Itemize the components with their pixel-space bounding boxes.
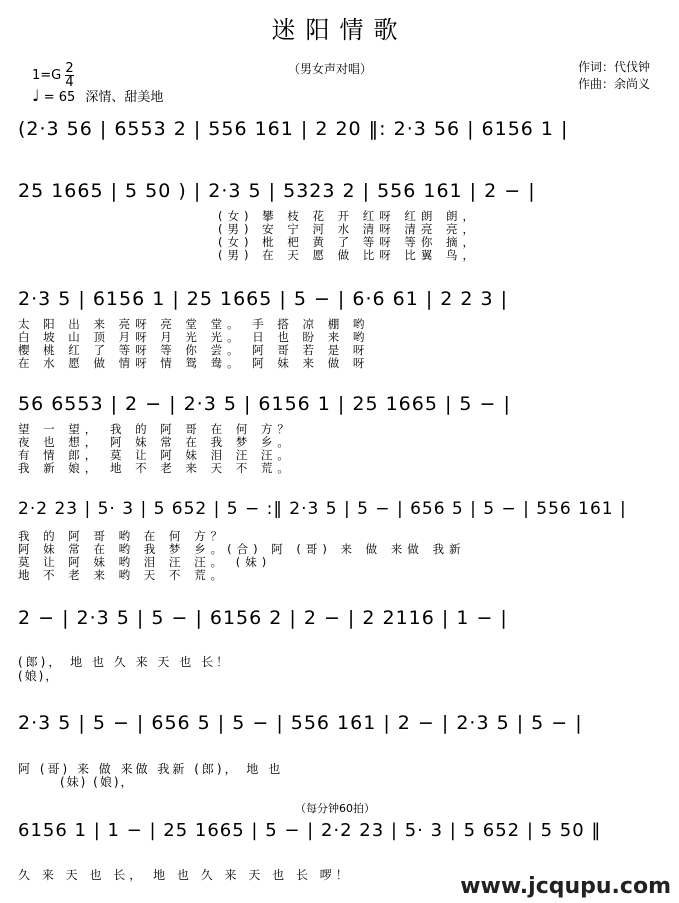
staff-row-4: 56 6553 | 2 − | 2·3 5 | 6156 1 | 25 1665 | 5 − | — [18, 393, 511, 415]
lyric-row-7-line-1: 阿 (哥) 来 做 来做 我新 (郎)， 地 也 — [18, 762, 284, 776]
tempo-marking — [32, 86, 163, 105]
lyric-row-4-verse-2: 夜 也 想， 阿 妹 常 在 我 梦 乡。 — [18, 435, 294, 449]
time-signature — [65, 62, 73, 89]
lyric-row-5-verse-1: 我 的 阿 哥 哟 在 何 方？ — [18, 529, 228, 543]
quarter-note-icon: ♩ — [32, 86, 40, 105]
staff-row-5: 2·2 23 | 5· 3 | 5 652 | 5 − :‖ 2·3 5 | 5 − | 656 5 | 5 − | 556 161 | — [18, 499, 627, 519]
lyric-row-5-verse-4: 地 不 老 来 哟 天 不 荒。 — [18, 568, 228, 582]
staff-row-3: 2·3 5 | 6156 1 | 25 1665 | 5 − | 6·6 61 | 2 2 3 | — [18, 288, 509, 310]
lyric-row-5-verse-3: 莫 让 阿 妹 哟 泪 汪 汪。 (妹) — [18, 555, 272, 569]
lyric-row-3-verse-4: 在 水 愿 做 情呀 情 鸳 鸯。 阿 妹 来 做 呀 — [18, 356, 370, 370]
lyric-row-8-line-1: 久 来 天 也 长， 地 也 久 来 天 也 长 啰！ — [18, 868, 352, 882]
lyric-row-5-verse-2: 阿 妹 常 在 哟 我 梦 乡。(合) 阿 (哥) 来 做 来做 我新 — [18, 542, 466, 556]
lyric-row-3-verse-1: 太 阳 出 来 亮呀 亮 堂 堂。 手 搭 凉 棚 哟 — [18, 317, 370, 331]
lyric-row-2-verse-2: (男) 安 宁 河 水 清呀 清亮 亮， — [218, 222, 480, 236]
lyric-row-6-line-2: (娘)， — [18, 669, 60, 683]
lyric-row-2-verse-3: (女) 枇 杷 黄 了 等呀 等你 摘， — [218, 235, 480, 249]
lyricist: 作词：代伐钟 — [578, 60, 651, 74]
expression: 深情、甜美地 — [85, 90, 164, 105]
staff-row-1: (2·3 56 | 6553 2 | 556 161 | 2 20 ‖: 2·3 56 | 6156 1 | — [18, 118, 569, 140]
staff-row-2: 25 1665 | 5 50 ) | 2·3 5 | 5323 2 | 556 161 | 2 − | — [18, 180, 536, 202]
lyric-row-2-verse-4: (男) 在 天 愿 做 比呀 比翼 鸟， — [218, 248, 480, 262]
watermark: www.jcqupu.com — [460, 874, 671, 899]
key-text: 1=G — [32, 68, 62, 83]
lyric-row-2-verse-1: (女) 攀 枝 花 开 红呀 红朗 朗， — [218, 209, 480, 223]
composer: 作曲：余尚义 — [578, 77, 651, 91]
lyric-row-4-verse-1: 望 一 望， 我 的 阿 哥 在 何 方？ — [18, 422, 294, 436]
time-bottom: 4 — [65, 75, 74, 90]
lyric-row-3-verse-3: 樱 桃 红 了 等呀 等 你 尝。 阿 哥 若 是 呀 — [18, 343, 370, 357]
lyric-row-6-line-1: (郎)， 地 也 久 来 天 也 长！ — [18, 655, 232, 669]
tempo-change: （每分钟60拍） — [295, 802, 375, 815]
key-signature — [32, 62, 74, 89]
lyric-row-4-verse-3: 有 情 郎， 莫 让 阿 妹 泪 汪 汪。 — [18, 448, 294, 462]
lyric-row-4-verse-4: 我 新 娘， 地 不 老 来 天 不 荒。 — [18, 461, 294, 475]
staff-row-6: 2 − | 2·3 5 | 5 − | 6156 2 | 2 − | 2 2116 | 1 − | — [18, 607, 508, 629]
tempo-value: = 65 — [43, 90, 76, 105]
lyric-row-7-line-2: (妹) (娘)， — [60, 775, 135, 789]
time-top: 2 — [65, 61, 74, 76]
lyric-row-3-verse-2: 白 坡 山 顶 月呀 月 光 光。 日 也 盼 来 哟 — [18, 330, 370, 344]
score-subtitle: （男女声对唱） — [287, 62, 372, 76]
staff-row-8: 6156 1 | 1 − | 25 1665 | 5 − | 2·2 23 | 5· 3 | 5 652 | 5 50 ‖ — [18, 820, 602, 841]
score-title: 迷阳情歌 — [271, 16, 408, 44]
staff-row-7: 2·3 5 | 5 − | 656 5 | 5 − | 556 161 | 2 − | 2·3 5 | 5 − | — [18, 712, 583, 734]
